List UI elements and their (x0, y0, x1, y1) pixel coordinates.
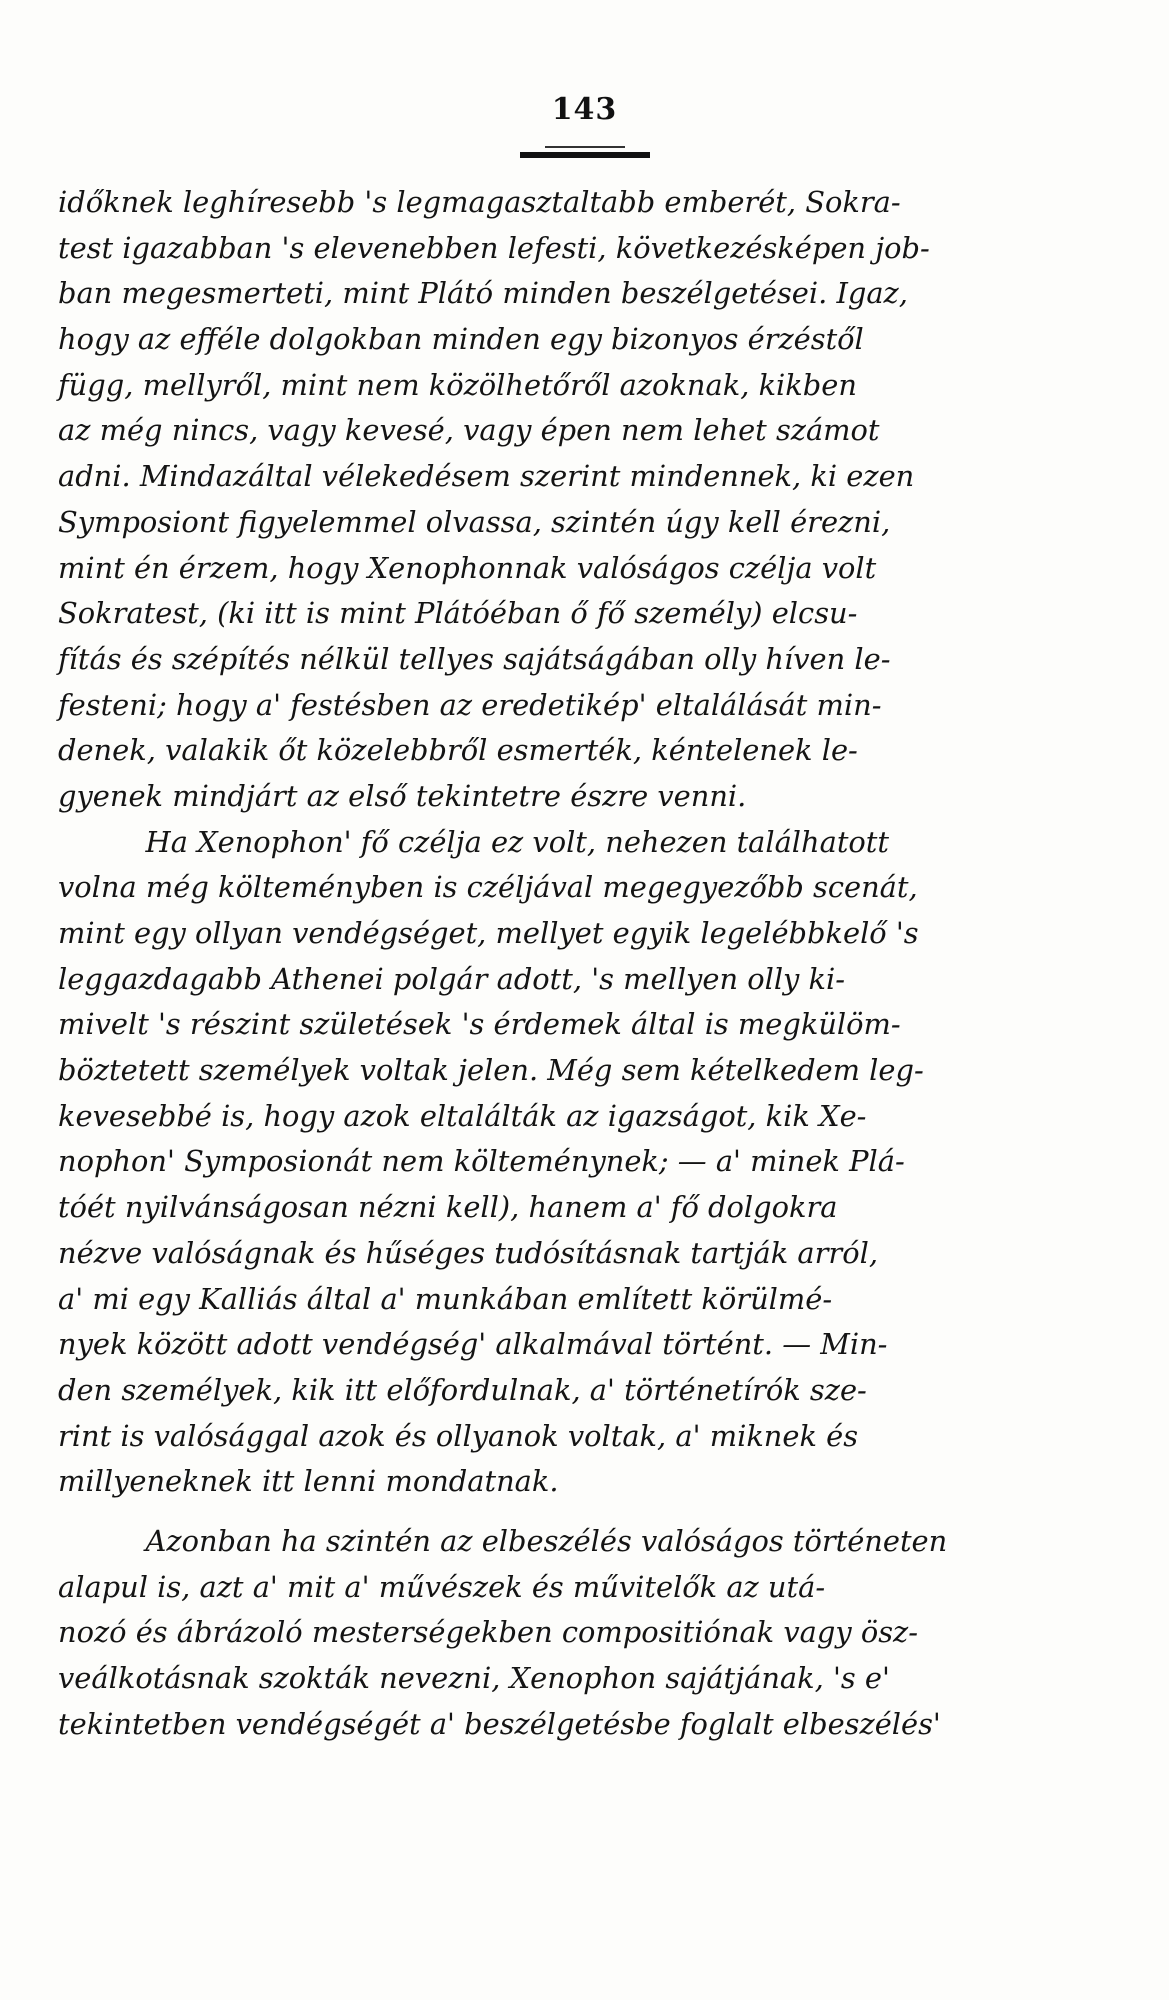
header-rule (520, 152, 650, 158)
text-line: Azonban ha szintén az elbeszélés valóságos történeten (145, 1523, 948, 1558)
paragraph-2 (58, 820, 1118, 1505)
paragraph-3 (58, 1519, 1118, 1747)
text-line: millyeneknek itt lenni mondatnak. (58, 1464, 559, 1499)
text-line: denek, valakik őt közelebbről esmerték, kéntelenek le- (58, 733, 858, 768)
body-text (58, 180, 1118, 1747)
text-line: a' mi egy Kalliás által a' munkában említett körülmé- (58, 1281, 833, 1316)
text-line: leggazdagabb Athenei polgár adott, 's mellyen olly ki- (58, 961, 846, 996)
text-line: függ, mellyről, mint nem közölhetőről azoknak, kikben (58, 367, 857, 402)
text-line: hogy az efféle dolgokban minden egy bizonyos érzéstől (58, 322, 864, 357)
paragraph-gap (58, 1505, 1118, 1519)
page-number: 143 (551, 92, 618, 127)
text-line: mint én érzem, hogy Xenophonnak valóságos czélja volt (58, 550, 877, 585)
text-line: veálkotásnak szokták nevezni, Xenophon sajátjának, 's e' (58, 1661, 890, 1695)
text-line: böztetett személyek voltak jelen. Még sem kételkedem leg- (58, 1053, 924, 1088)
text-line: tóét nyilvánságosan nézni kell), hanem a' fő dolgokra (58, 1190, 838, 1225)
text-line: volna még költeményben is czéljával megegyezőbb scenát, (58, 870, 918, 905)
text-line: tekintetben vendégségét a' beszélgetésbe foglalt elbeszélés' (58, 1706, 941, 1741)
text-line: az még nincs, vagy kevesé, vagy épen nem lehet számot (58, 413, 880, 448)
text-line: test igazabban 's elevenebben lefesti, következésképen job- (58, 230, 930, 265)
text-line: festeni; hogy a' festésben az eredetikép' eltalálását min- (58, 687, 882, 722)
text-line: nézve valóságnak és hűséges tudósításnak tartják arról, (58, 1235, 879, 1270)
text-line: mint egy ollyan vendégséget, mellyet egyik legelébbkelő 's (58, 916, 919, 950)
text-line: kevesebbé is, hogy azok eltalálták az igazságot, kik Xe- (58, 1098, 867, 1133)
text-line: rint is valósággal azok és ollyanok voltak, a' miknek és (58, 1418, 859, 1453)
text-line: Ha Xenophon' fő czélja ez volt, nehezen találhatott (145, 824, 889, 859)
text-line: mivelt 's részint születések 's érdemek által is megkülöm- (58, 1007, 901, 1042)
header-rule-thin (545, 146, 625, 148)
text-line: Symposiont figyelemmel olvassa, szintén úgy kell érezni, (58, 504, 891, 539)
text-line: adni. Mindazáltal vélekedésem szerint mindennek, ki ezen (58, 459, 915, 494)
paragraph-1 (58, 180, 1118, 820)
text-line: ban megesmerteti, mint Plátó minden beszélgetései. Igaz, (58, 276, 908, 311)
text-line: Sokratest, (ki itt is mint Plátóéban ő fő személy) elcsu- (58, 596, 858, 631)
text-line: gyenek mindjárt az első tekintetre észre venni. (58, 778, 747, 813)
text-line: nyek között adott vendégség' alkalmával történt. — Min- (58, 1327, 888, 1362)
text-line: időknek leghíresebb 's legmagasztaltabb emberét, Sokra- (58, 185, 901, 219)
text-line: alapul is, azt a' mit a' művészek és művitelők az utá- (58, 1569, 826, 1604)
text-line: nozó és ábrázoló mesterségekben compositiónak vagy ösz- (58, 1615, 918, 1650)
text-line: den személyek, kik itt előfordulnak, a' történetírók sze- (58, 1372, 867, 1407)
text-line: fítás és szépítés nélkül tellyes sajátságában olly híven le- (58, 641, 891, 676)
text-line: nophon' Symposionát nem költeménynek; — a' minek Plá- (58, 1144, 905, 1179)
